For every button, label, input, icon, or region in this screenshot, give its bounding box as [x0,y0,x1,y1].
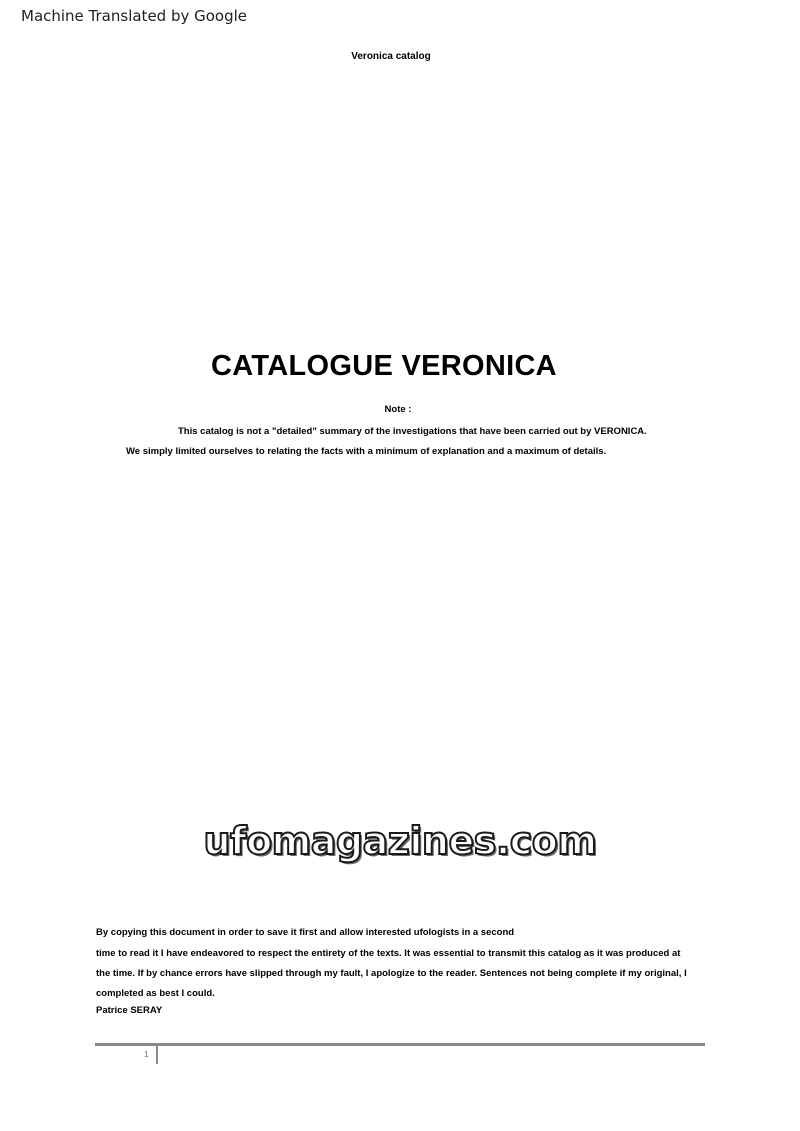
disclaimer-line: time to read it I have endeavored to respect the entirety of the texts. It was essential to transmit this catalog as it was produced at [96,948,681,959]
machine-translated-banner: Machine Translated by Google [21,7,248,25]
running-header: Veronica catalog [351,51,431,62]
note-label: Note : [384,404,412,415]
note-line: We simply limited ourselves to relating the facts with a minimum of explanation and a maximum of details. [126,446,607,457]
note-line: This catalog is not a "detailed" summary of the investigations that have been carried out by VERONICA. [178,426,647,437]
disclaimer-line: completed as best I could. [96,988,215,999]
watermark-logo: ufomagazines.com [203,819,597,863]
disclaimer-line: By copying this document in order to save it first and allow interested ufologists in a second [96,927,515,938]
footer-divider [156,1046,158,1064]
document-title: CATALOGUE VERONICA [211,350,557,382]
footer-rule [95,1043,705,1046]
disclaimer-line: the time. If by chance errors have slipped through my fault, I apologize to the reader. Sentences not being complete if my original, I [96,968,687,979]
signature: Patrice SERAY [96,1005,163,1016]
page-number: 1 [144,1050,149,1059]
